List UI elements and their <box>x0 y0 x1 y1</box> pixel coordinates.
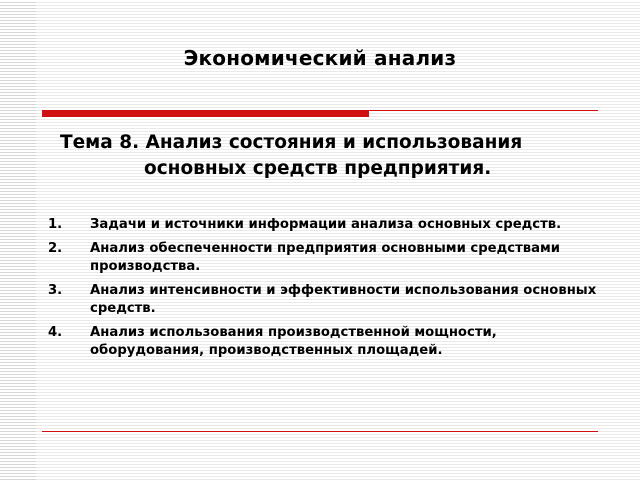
list-item <box>48 324 608 360</box>
list-item <box>48 282 608 318</box>
topic-heading <box>60 130 620 182</box>
list-item-text: Анализ использования производственной мощности, оборудования, производственных площадей. <box>90 325 497 358</box>
list-item-number: 3. <box>48 283 63 298</box>
list-item-text: Анализ интенсивности и эффективности использования основных средств. <box>90 283 597 316</box>
slide-title: Экономический анализ <box>183 46 457 70</box>
title-divider-bar <box>42 110 369 117</box>
list-item <box>48 216 608 234</box>
topic-line-2: основных средств предприятия. <box>144 158 492 179</box>
footer-divider-line <box>42 431 598 432</box>
background-strip <box>0 0 36 480</box>
list-item-text: Задачи и источники информации анализа основных средств. <box>90 217 562 232</box>
list-item-number: 1. <box>48 217 63 232</box>
list-item <box>48 240 608 276</box>
title-divider-line <box>369 110 598 111</box>
topic-items-list <box>48 216 608 366</box>
topic-line-1: Тема 8. Анализ состояния и использования <box>60 132 523 153</box>
list-item-number: 2. <box>48 241 63 256</box>
list-item-number: 4. <box>48 325 63 340</box>
list-item-text: Анализ обеспеченности предприятия основными средствами производства. <box>90 241 560 274</box>
